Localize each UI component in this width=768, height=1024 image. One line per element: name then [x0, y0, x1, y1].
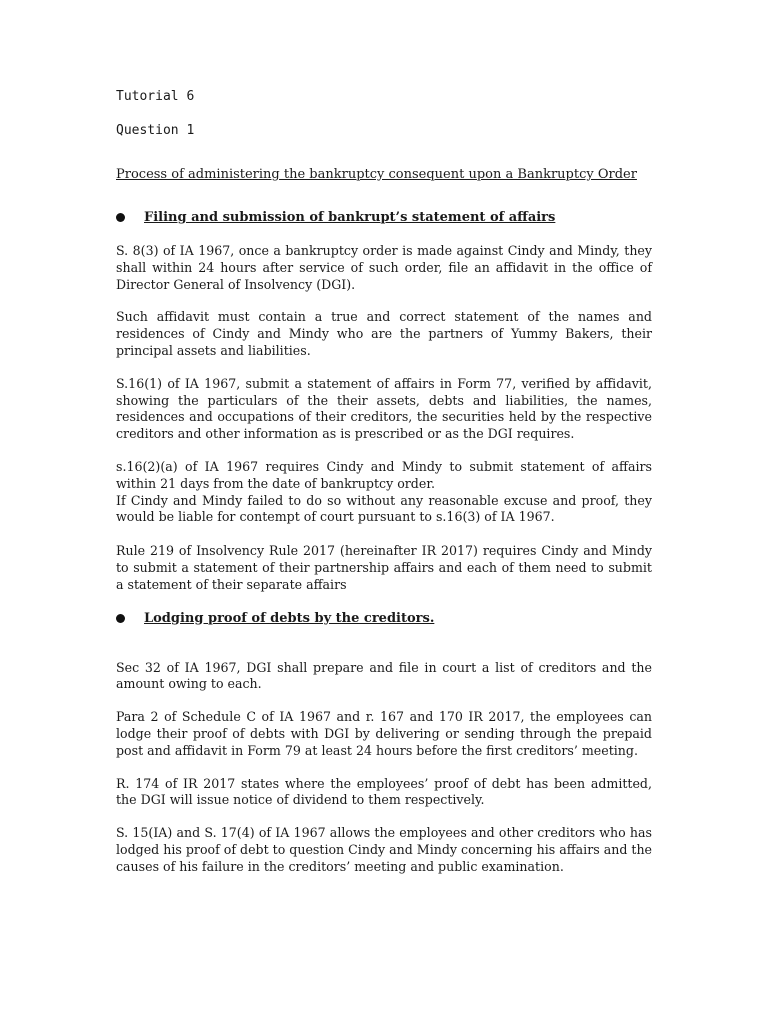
paragraph: s.16(2)(a) of IA 1967 requires Cindy and Mindy to submit statement of affairs within 21 days from the date of bankruptcy order.	[116, 458, 652, 491]
paragraph: Rule 219 of Insolvency Rule 2017 (hereinafter IR 2017) requires Cindy and Mindy to submit a statement of their partnership affairs and each of them need to submit a statement of their separate affairs	[116, 543, 652, 592]
tutorial-title: Tutorial 6	[116, 89, 195, 104]
paragraph: Such affidavit must contain a true and correct statement of the names and residences of Cindy and Mindy who are the partners of Yummy Bakers, their principal assets and liabilities.	[116, 309, 652, 358]
bullet-icon	[116, 213, 125, 222]
paragraph: S. 8(3) of IA 1967, once a bankruptcy order is made against Cindy and Mindy, they shall within 24 hours after service of such order, file an affidavit in the office of Director General of Insolvency (DGI).	[116, 243, 652, 292]
document-page	[116, 88, 652, 876]
paragraph: Para 2 of Schedule C of IA 1967 and r. 167 and 170 IR 2017, the employees can lodge their proof of debts with DGI by delivering or sending through the prepaid post and affidavit in Form 79 at least 24 hours before the first creditors’ meeting.	[116, 709, 652, 758]
paragraph: If Cindy and Mindy failed to do so without any reasonable excuse and proof, they would be liable for contempt of court pursuant to s.16(3) of IA 1967.	[116, 492, 652, 525]
document-subtitle: Process of administering the bankruptcy consequent upon a Bankruptcy Order	[116, 167, 637, 182]
paragraph: R. 174 of IR 2017 states where the employees’ proof of debt has been admitted, the DGI will issue notice of dividend to them respectively.	[116, 775, 652, 808]
section-heading-proof-of-debts	[116, 610, 652, 627]
question-label: Question 1	[116, 123, 195, 138]
section-heading-statement-of-affairs	[116, 209, 652, 226]
section-heading-label: Lodging proof of debts by the creditors.	[144, 610, 435, 626]
section-heading-label: Filing and submission of bankrupt’s statement of affairs	[144, 210, 556, 225]
paragraph: S. 15(IA) and S. 17(4) of IA 1967 allows the employees and other creditors who has lodged his proof of debt to question Cindy and Mindy concerning his affairs and the causes of his failure in the creditors’ meeting and public examination.	[116, 825, 653, 874]
bullet-icon	[116, 614, 125, 623]
paragraph: Sec 32 of IA 1967, DGI shall prepare and file in court a list of creditors and the amount owing to each.	[116, 659, 652, 692]
paragraph: S.16(1) of IA 1967, submit a statement of affairs in Form 77, verified by affidavit, showing the particulars of the their assets, debts and liabilities, the names, residences and occupations of their creditors, the securities held by the respective creditors and other information as is prescribed or as the DGI requires.	[116, 375, 652, 442]
